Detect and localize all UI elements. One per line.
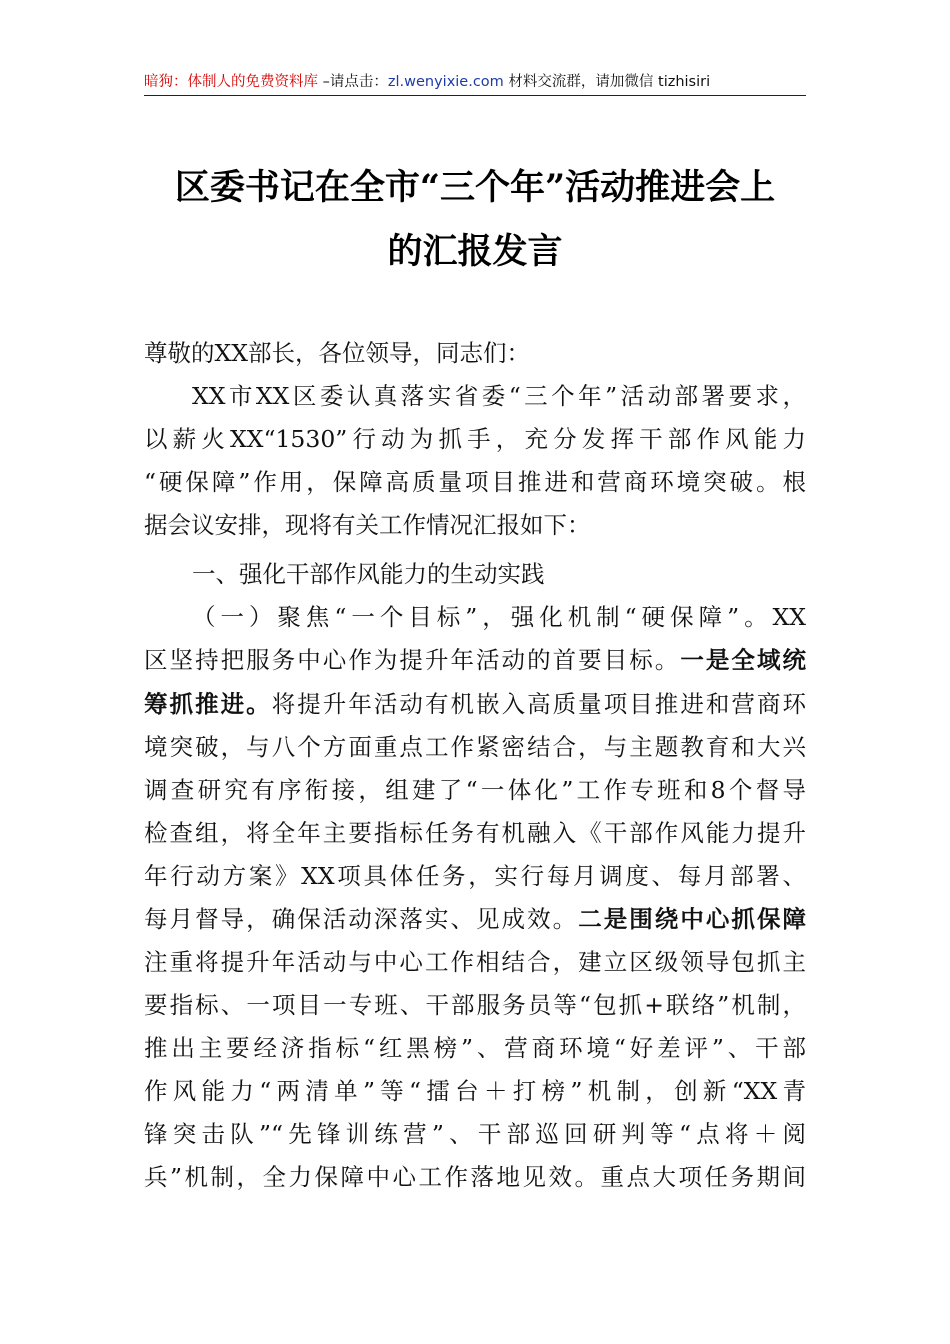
paragraph-line: 兵”机制，全力保障中心工作落地见效。重点大项任务期间 xyxy=(144,1163,806,1191)
document-title-line-1: 区委书记在全市“三个年”活动推进会上 xyxy=(174,167,776,208)
paragraph-line: 年行动方案》XX项具体任务，实行每月调度、每月部署、 xyxy=(144,862,806,890)
text-run: 将提升年活动有机嵌入高质量项目推进和营商环 xyxy=(271,690,807,718)
section-heading: 一、强化干部作风能力的生动实践 xyxy=(192,560,545,588)
paragraph-line: 以薪火XX“1530”行动为抓手，充分发挥干部作风能力 xyxy=(144,425,806,453)
paragraph-line: 注重将提升年活动与中心工作相结合，建立区级领导包抓主 xyxy=(144,948,806,976)
paragraph-line: （一）聚焦“一个目标”，强化机制“硬保障”。XX xyxy=(192,603,806,631)
paragraph-line: 作风能力“两清单”等“擂台＋打榜”机制，创新“XX青 xyxy=(144,1077,806,1105)
header-click-text: –请点击： xyxy=(318,74,388,90)
paragraph-line: 锋突击队”“先锋训练营”、干部巡回研判等“点将＋阅 xyxy=(144,1120,806,1148)
header-contact: 材料交流群，请加微信 tizhisiri xyxy=(503,74,711,90)
paragraph-line: 境突破，与八个方面重点工作紧密结合，与主题教育和大兴 xyxy=(144,733,806,761)
bold-highlight: 二是围绕中心抓保障 xyxy=(578,905,807,933)
header-url-link[interactable]: zl.wenyixie.com xyxy=(387,74,504,90)
paragraph-line: 推出主要经济指标“红黑榜”、营商环境“好差评”、干部 xyxy=(144,1034,806,1062)
header-banner xyxy=(144,70,806,94)
text-run: 区坚持把服务中心作为提升年活动的首要目标。 xyxy=(144,646,681,674)
paragraph-line: 检查组，将全年主要指标任务有机融入《干部作风能力提升 xyxy=(144,819,806,847)
bold-highlight: 筹抓推进。 xyxy=(144,690,272,718)
paragraph-line xyxy=(144,640,806,680)
paragraph-line xyxy=(144,684,806,724)
paragraph-line: 要指标、一项目一专班、干部服务员等“包抓+联络”机制， xyxy=(144,991,806,1019)
header-prefix: 暗狗：体制人的免费资料库 xyxy=(144,74,318,90)
salutation: 尊敬的XX部长，各位领导，同志们： xyxy=(144,339,530,367)
header-divider xyxy=(144,95,806,96)
paragraph-line xyxy=(144,899,806,939)
document-title-line-2: 的汇报发言 xyxy=(387,231,563,272)
text-run: 每月督导，确保活动深落实、见成效。 xyxy=(144,905,579,933)
bold-highlight: 一是全域统 xyxy=(680,646,807,674)
paragraph-line: “硬保障”作用，保障高质量项目推进和营商环境突破。根 xyxy=(144,468,806,496)
paragraph-line: XX市XX区委认真落实省委“三个年”活动部署要求， xyxy=(192,382,806,410)
paragraph-line: 调查研究有序衔接，组建了“一体化”工作专班和8个督导 xyxy=(144,776,806,804)
paragraph-line: 据会议安排，现将有关工作情况汇报如下： xyxy=(144,511,591,539)
